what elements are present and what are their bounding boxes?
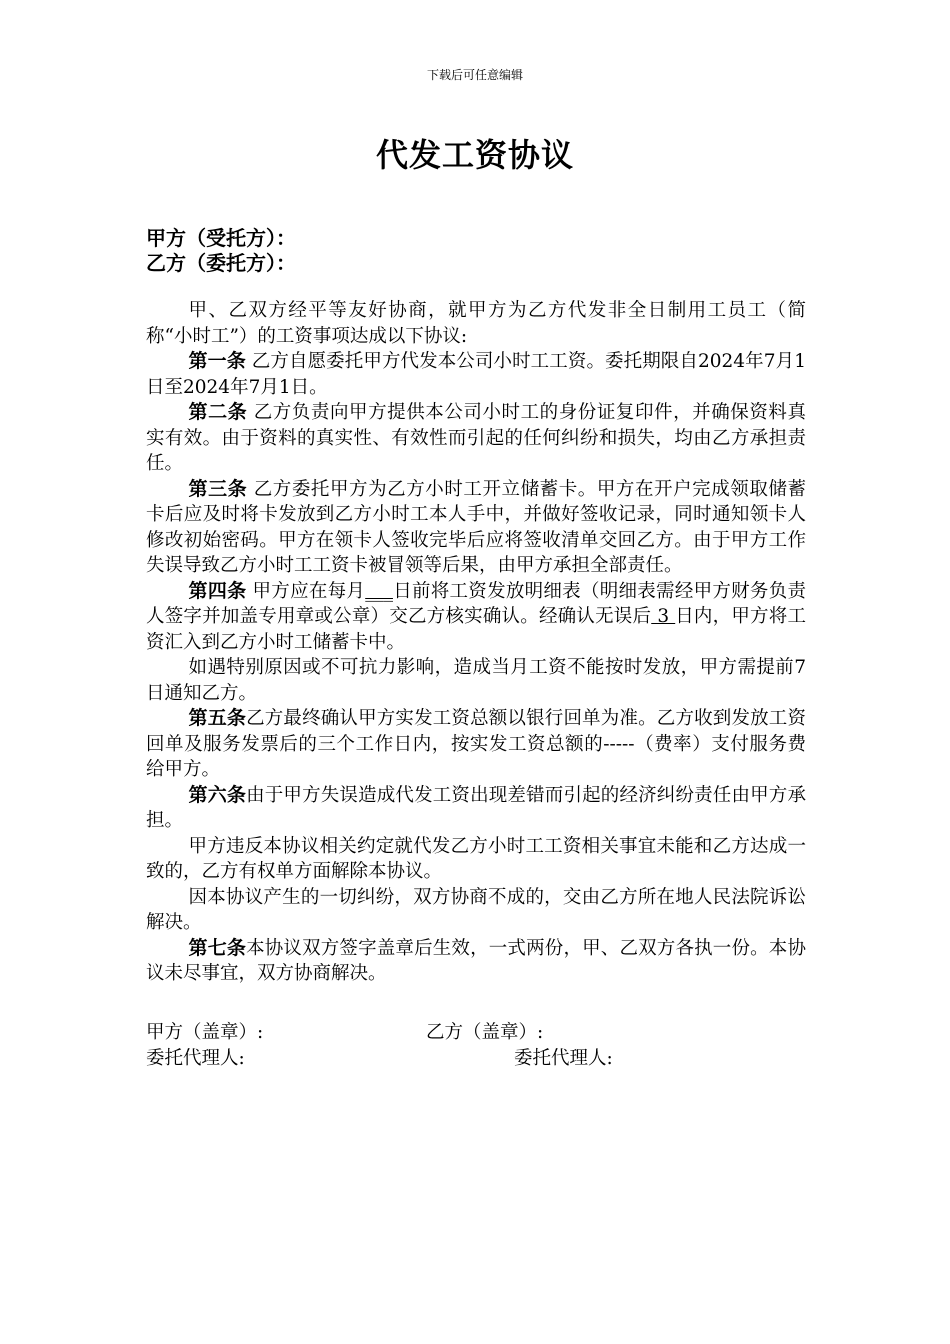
article-2-text: 乙方负责向甲方提供本公司小时工的身份证复印件，并确保资料真实有效。由于资料的真实性、有效性而引起的任何纠纷和损失，均由乙方承担责任。: [146, 402, 806, 474]
article-2: [146, 400, 806, 477]
article-5-text: 乙方最终确认甲方实发工资总额以银行回单为准。乙方收到发放工资回单及服务发票后的三个工作日内，按实发工资总额的-----（费率）支付服务费给甲方。: [146, 708, 806, 780]
article-6-note-2: 因本协议产生的一切纠纷，双方协商不成的，交由乙方所在地人民法院诉讼解决。: [146, 886, 806, 933]
article-5: [146, 706, 806, 783]
article-6-label: 第六条: [188, 783, 247, 806]
party-a-seal: 甲方（盖章）:: [146, 1022, 264, 1043]
days-blank: 3: [651, 606, 676, 627]
intro-paragraph: 甲、乙双方经平等友好协商，就甲方为乙方代发非全日制用工员工（简称“小时工”）的工资事项达成以下协议:: [146, 300, 806, 347]
article-4-note: 如遇特别原因或不可抗力影响，造成当月工资不能按时发放，甲方需提前7日通知乙方。: [146, 657, 806, 704]
agreement-body: [146, 298, 806, 987]
header-note: 下载后可任意编辑: [426, 68, 523, 82]
party-a-agent: 委托代理人:: [146, 1048, 245, 1069]
payday-blank: ___: [365, 580, 393, 602]
article-7-text: 本协议双方签字盖章后生效，一式两份，甲、乙双方各执一份。本协议未尽事宜，双方协商解决。: [146, 937, 806, 984]
party-b-agent: 委托代理人:: [514, 1048, 613, 1069]
article-7-label: 第七条: [188, 936, 247, 959]
article-4-label: 第四条: [188, 579, 247, 602]
article-4-text-b: 日前将工资发放明细表（明细表需经甲方财务负责人签字并加盖专用章或公章）交乙方核实确认。经确认无误后: [146, 580, 806, 627]
article-3-text: 乙方委托甲方为乙方小时工开立储蓄卡。甲方在开户完成领取储蓄卡后应及时将卡发放到乙方小时工本人手中，并做好签收记录，同时通知领卡人修改初始密码。甲方在领卡人签收完毕后应将签收清单交回乙方。由于甲方工作失误导致乙方小时工工资卡被冒领等后果，由甲方承担全部责任。: [146, 478, 806, 576]
article-2-label: 第二条: [188, 401, 248, 423]
article-6-note-1: 甲方违反本协议相关约定就代发乙方小时工工资相关事宜未能和乙方达成一致的，乙方有权单方面解除本协议。: [146, 835, 806, 882]
article-3-label: 第三条: [188, 477, 248, 500]
party-b-label: 乙方（委托方）：: [146, 251, 296, 275]
party-a-label: 甲方（受托方）：: [146, 226, 296, 250]
article-4-text-a: 甲方应在每月: [246, 580, 366, 602]
article-1-text: 乙方自愿委托甲方代发本公司小时工工资。委托期限自2024年7月1日至2024年7月1日。: [146, 351, 806, 398]
article-4-text-c: 日内，甲方将工资汇入到乙方小时工储蓄卡中。: [146, 606, 806, 653]
article-4: [146, 579, 806, 656]
article-1-label: 第一条: [188, 350, 246, 372]
article-3: [146, 477, 806, 579]
document-title: 代发工资协议: [375, 136, 574, 174]
article-7: [146, 936, 806, 987]
article-5-label: 第五条: [188, 707, 247, 729]
article-6: [146, 783, 806, 834]
party-b-seal: 乙方（盖章）:: [426, 1022, 544, 1043]
article-6-text: 由于甲方失误造成代发工资出现差错而引起的经济纠纷责任由甲方承担。: [146, 784, 806, 831]
article-1: [146, 349, 806, 400]
